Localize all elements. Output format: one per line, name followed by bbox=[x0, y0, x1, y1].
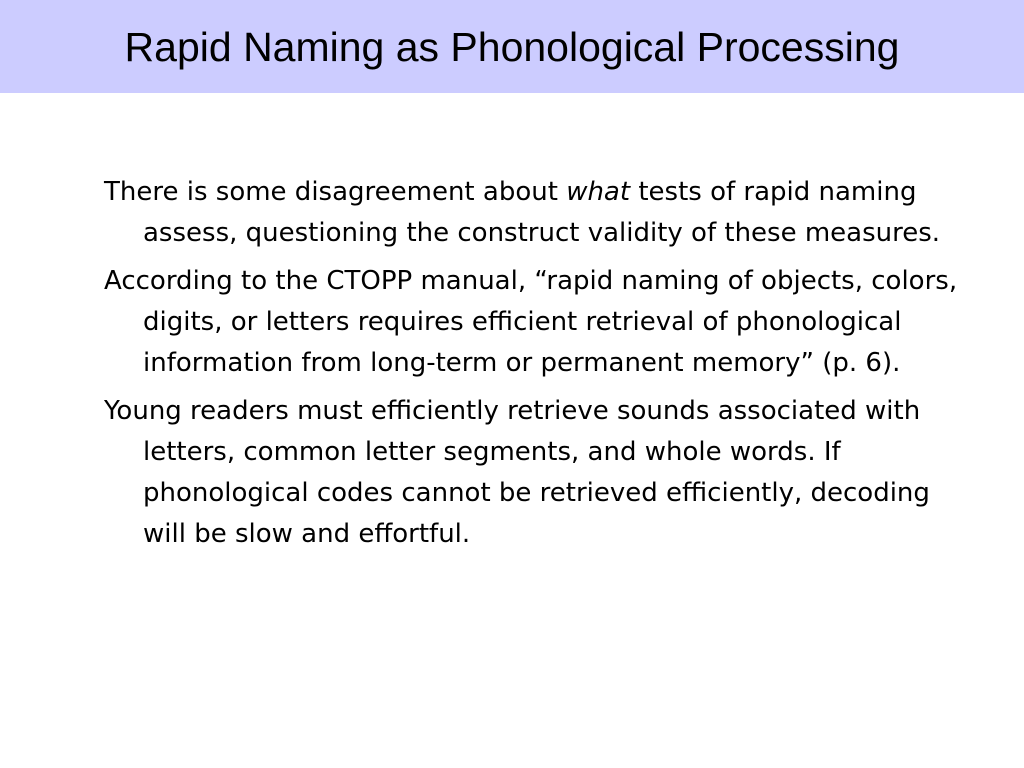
slide-body bbox=[104, 172, 964, 562]
paragraph-disagreement bbox=[104, 172, 964, 254]
paragraph-young-readers: Young readers must efficiently retrieve sounds associated with letters, common letter segments, and whole words. If phonological codes cannot be retrieved efficiently, decoding will be slow and effortful. bbox=[104, 396, 930, 549]
paragraph-ctopp-manual: According to the CTOPP manual, “rapid naming of objects, colors, digits, or letters requires efficient retrieval of phonological information from long-term or permanent memory” (p. 6). bbox=[104, 266, 958, 378]
paragraph-text-before: There is some disagreement about bbox=[104, 177, 567, 207]
emphasis-text: what bbox=[566, 177, 631, 207]
slide-title: Rapid Naming as Phonological Processing bbox=[124, 24, 900, 70]
paragraph-text-after: tests of rapid naming assess, questioning the construct validity of these measures. bbox=[143, 177, 941, 248]
